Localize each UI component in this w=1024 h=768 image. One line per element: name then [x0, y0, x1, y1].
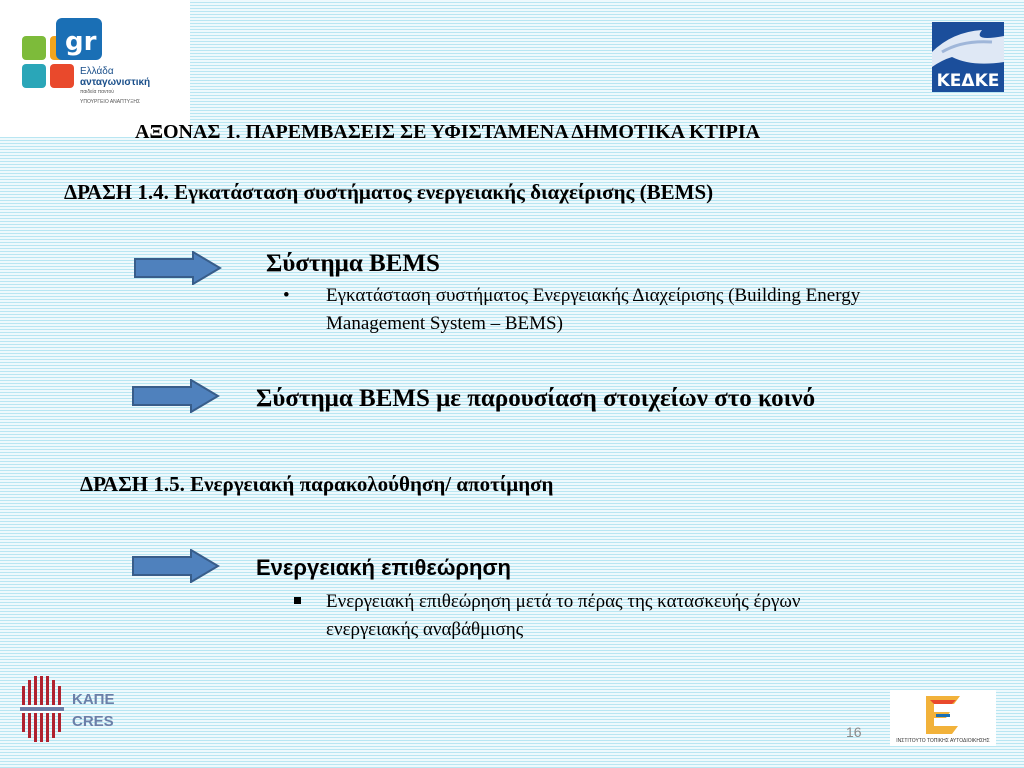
svg-text:ΥΠΟΥΡΓΕΙΟ ΑΝΑΠΤΥΞΗΣ: ΥΠΟΥΡΓΕΙΟ ΑΝΑΠΤΥΞΗΣ: [80, 99, 141, 105]
kedke-logo: [932, 22, 1004, 92]
audit-heading: Ενεργειακή επιθεώρηση: [256, 555, 511, 580]
action-1-title: ΔΡΑΣΗ 1.4. Εγκατάσταση συστήματος ενεργειακής διαχείρισης (BEMS): [64, 180, 714, 204]
svg-text:gr: gr: [65, 27, 97, 57]
bullet-square-icon: [294, 597, 301, 604]
arrow-right-icon: [133, 251, 223, 285]
bems-bullet-text: [326, 282, 860, 338]
cape-cres-logo-icon: [18, 674, 123, 744]
local-government-institute-logo-icon: [890, 690, 996, 746]
svg-text:CRES: CRES: [72, 713, 114, 730]
audit-bullet-line-2: ενεργειακής αναβάθμισης: [326, 619, 524, 640]
svg-text:Ελλάδα: Ελλάδα: [80, 66, 114, 77]
svg-text:ΙΝΣΤΙΤΟΥΤΟ ΤΟΠΙΚΗΣ ΑΥΤΟΔΙΟΙΚΗΣ: ΙΝΣΤΙΤΟΥΤΟ ΤΟΠΙΚΗΣ ΑΥΤΟΔΙΟΙΚΗΣΗΣ: [896, 738, 990, 744]
svg-text:ΚΑΠΕ: ΚΑΠΕ: [72, 691, 115, 708]
bullet-dot-icon: •: [283, 285, 290, 306]
audit-bullet-line-1: Ενεργειακή επιθεώρηση μετά το πέρας της κατασκευής έργων: [326, 591, 801, 612]
audit-bullet-text: [326, 588, 800, 644]
axis-title: ΑΞΟΝΑΣ 1. ΠΑΡΕΜΒΑΣΕΙΣ ΣΕ ΥΦΙΣΤΑΜΕΝΑ ΔΗΜΟΤΙΚΑ ΚΤΙΡΙΑ: [135, 121, 761, 143]
arrow-right-icon: [131, 549, 221, 583]
bems-heading: Σύστημα BEMS: [266, 250, 440, 277]
greece-competitive-logo: [0, 0, 190, 137]
cape-cres-logo: [18, 674, 123, 744]
bems-bullet-line-1: Εγκατάσταση συστήματος Ενεργειακής Διαχείρισης (Building Energy: [326, 285, 861, 306]
bems-bullet-line-2: Management System – BEMS): [326, 313, 563, 334]
svg-text:παιδεία παντού: παιδεία παντού: [80, 89, 114, 95]
action-2-title: ΔΡΑΣΗ 1.5. Ενεργειακή παρακολούθηση/ αποτίμηση: [80, 472, 554, 496]
bems-public-heading: Σύστημα BEMS με παρουσίαση στοιχείων στο κοινό: [256, 385, 816, 412]
kedke-logo-icon: [932, 22, 1004, 92]
local-government-institute-logo: [890, 690, 996, 746]
page-number: 16: [846, 724, 862, 740]
arrow-right-icon: [131, 379, 221, 413]
greece-competitive-logo-icon: [0, 0, 190, 137]
svg-text:ανταγωνιστική: ανταγωνιστική: [80, 77, 151, 88]
svg-text:ΚΕΔΚΕ: ΚΕΔΚΕ: [936, 71, 1000, 91]
